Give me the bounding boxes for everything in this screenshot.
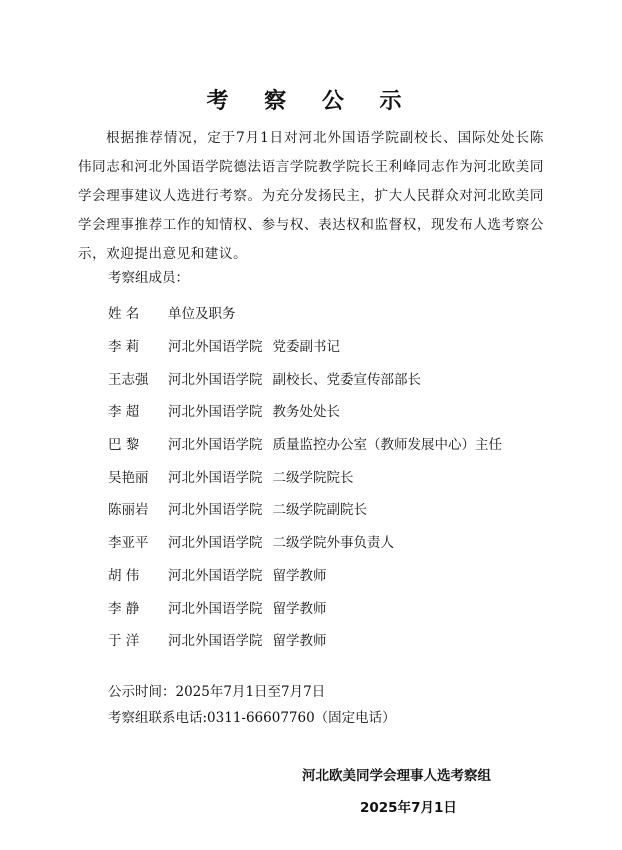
member-name: 于 洋 <box>108 633 140 650</box>
header-name: 姓 名 <box>108 306 140 323</box>
member-position: 质量监控办公室（教师发展中心）主任 <box>272 437 502 454</box>
member-unit: 河北外国语学院 <box>168 600 263 617</box>
member-name: 胡 伟 <box>108 567 140 584</box>
member-name: 陈丽岩 <box>108 502 149 519</box>
member-unit: 河北外国语学院 <box>168 535 263 552</box>
member-row <box>108 459 548 492</box>
member-name: 李 静 <box>108 600 140 617</box>
member-row <box>108 623 548 656</box>
member-name: 吴艳丽 <box>108 469 149 486</box>
member-row <box>108 558 548 591</box>
member-name: 李亚平 <box>108 535 149 552</box>
member-row <box>108 492 548 525</box>
member-position: 留学教师 <box>272 567 327 584</box>
member-name: 李 莉 <box>108 339 140 356</box>
member-unit: 河北外国语学院 <box>168 339 263 356</box>
member-row <box>108 590 548 623</box>
member-position: 二级学院外事负责人 <box>272 535 394 552</box>
member-unit: 河北外国语学院 <box>168 437 263 454</box>
member-position: 留学教师 <box>272 600 327 617</box>
member-unit: 河北外国语学院 <box>168 633 263 650</box>
member-unit: 河北外国语学院 <box>168 567 263 584</box>
member-unit: 河北外国语学院 <box>168 502 263 519</box>
member-row <box>108 525 548 558</box>
member-position: 副校长、党委宣传部部长 <box>272 371 421 388</box>
member-unit: 河北外国语学院 <box>168 371 263 388</box>
member-name: 李 超 <box>108 404 140 421</box>
member-unit: 河北外国语学院 <box>168 469 263 486</box>
signature-date: 2025年7月1日 <box>360 800 457 816</box>
member-row <box>108 361 548 394</box>
header-position: 单位及职务 <box>168 306 236 323</box>
member-row <box>108 329 548 362</box>
member-position: 二级学院副院长 <box>272 502 367 519</box>
members-list <box>108 296 548 656</box>
members-header-row <box>108 296 548 329</box>
member-row <box>108 394 548 427</box>
member-unit: 河北外国语学院 <box>168 404 263 421</box>
member-name: 巴 黎 <box>108 437 140 454</box>
contact-phone: 考察组联系电话:0311-66607760（固定电话） <box>108 710 396 726</box>
member-position: 教务处处长 <box>272 404 340 421</box>
member-position: 留学教师 <box>272 633 327 650</box>
signature-organization: 河北欧美同学会理事人选考察组 <box>302 768 491 784</box>
member-name: 王志强 <box>108 371 149 388</box>
notice-period: 公示时间：2025年7月1日至7月7日 <box>108 684 326 700</box>
page-title: 考 察 公 示 <box>206 89 416 114</box>
member-position: 二级学院院长 <box>272 469 354 486</box>
members-label: 考察组成员： <box>108 270 189 286</box>
member-position: 党委副书记 <box>272 339 340 356</box>
intro-paragraph: 根据推荐情况，定于7月1日对河北外国语学院副校长、国际处处长陈伟同志和河北外国语学院德法语言学院教学院长王利峰同志作为河北欧美同学会理事建议人选进行考察。为充分发扬民主，扩大人民群众对河北欧美同学会理事推荐工作的知情权、参与权、表达权和监督权，现发布人选考察公示，欢迎提出意见和建议。 <box>78 130 544 262</box>
member-row <box>108 427 548 460</box>
